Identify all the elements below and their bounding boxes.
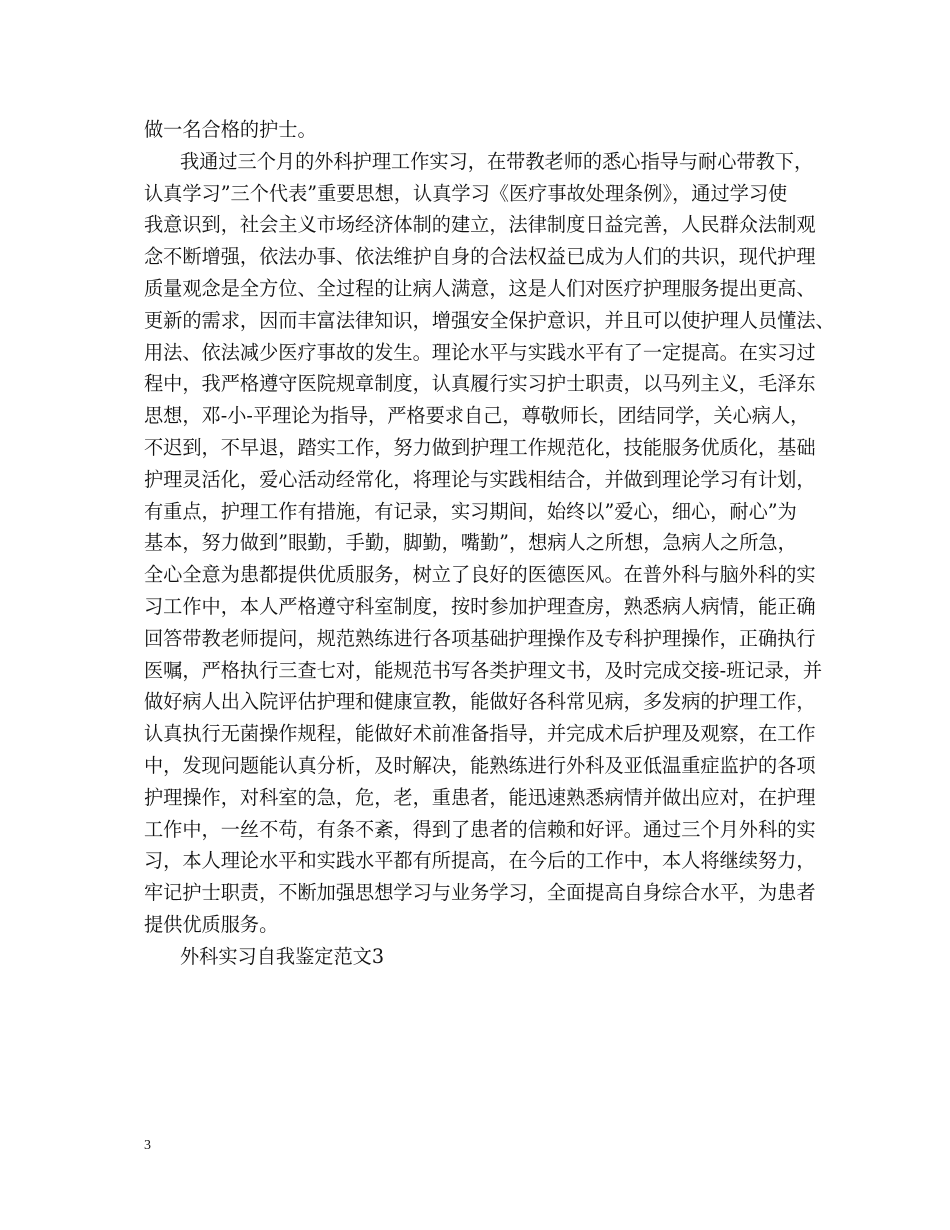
text-line: 我意识到，社会主义市场经济体制的建立，法律制度日益完善，人民群众法制观: [144, 213, 816, 237]
text-line: 做一名合格的护士。: [144, 118, 317, 141]
text-line: 用法、依法减少医疗事故的发生。理论水平与实践水平有了一定提高。在实习过: [144, 340, 816, 364]
text-line: 程中，我严格遵守医院规章制度，认真履行实习护士职责，以马列主义，毛泽东: [144, 372, 816, 396]
text-line: 基本，努力做到”眼勤，手勤，脚勤，嘴勤”，想病人之所想，急病人之所急，: [144, 531, 797, 555]
text-line: 医嘱，严格执行三查七对，能规范书写各类护理文书，及时完成交接-班记录，并: [144, 658, 823, 682]
text-line: 做好病人出入院评估护理和健康宣教，能做好各科常见病，多发病的护理工作，: [144, 690, 816, 714]
text-line: 护理操作，对科室的急，危，老，重患者，能迅速熟悉病情并做出应对，在护理: [144, 785, 816, 809]
text-line: 护理灵活化，爱心活动经常化，将理论与实践相结合，并做到理论学习有计划，: [144, 467, 816, 491]
paragraph-start-line: 我通过三个月的外科护理工作实习，在带教老师的悉心指导与耐心带教下，: [180, 149, 814, 173]
text-line: 认真执行无菌操作规程，能做好术前准备指导，并完成术后护理及观察，在工作: [144, 722, 816, 746]
text-line: 全心全意为患都提供优质服务，树立了良好的医德医风。在普外科与脑外科的实: [144, 563, 816, 587]
text-line: 认真学习”三个代表”重要思想，认真学习《医疗事故处理条例》，通过学习使: [144, 181, 788, 205]
text-line: 习工作中，本人严格遵守科室制度，按时参加护理查房，熟悉病人病情，能正确: [144, 594, 816, 618]
text-line: 习，本人理论水平和实践水平都有所提高，在今后的工作中，本人将继续努力，: [144, 849, 816, 873]
text-line: 牢记护士职责，不断加强思想学习与业务学习，全面提高自身综合水平，为患者: [144, 881, 816, 905]
text-line: 思想，邓-小-平理论为指导，严格要求自己，尊敬师长，团结同学，关心病人，: [144, 404, 810, 428]
body-text: [144, 114, 835, 973]
section-heading: 外科实习自我鉴定范文3: [180, 944, 385, 968]
text-line: 更新的需求，因而丰富法律知识，增强安全保护意识，并且可以使护理人员懂法、: [144, 308, 835, 332]
text-line: 回答带教老师提问，规范熟练进行各项基础护理操作及专科护理操作，正确执行: [144, 626, 816, 650]
text-line: 提供优质服务。: [144, 912, 279, 936]
text-line: 不迟到，不早退，踏实工作，努力做到护理工作规范化，技能服务优质化，基础: [144, 435, 816, 459]
text-line: 有重点，护理工作有措施，有记录，实习期间，始终以”爱心，细心，耐心”为: [144, 499, 797, 523]
page-number: 3: [144, 1138, 151, 1153]
text-line: 念不断增强，依法办事、依法维护自身的合法权益已成为人们的共识，现代护理: [144, 245, 816, 269]
text-line: 工作中，一丝不苟，有条不紊，得到了患者的信赖和好评。通过三个月外科的实: [144, 817, 816, 841]
text-line: 中，发现问题能认真分析，及时解决，能熟练进行外科及亚低温重症监护的各项: [144, 753, 816, 777]
text-line: 质量观念是全方位、全过程的让病人满意，这是人们对医疗护理服务提出更高、: [144, 276, 816, 300]
